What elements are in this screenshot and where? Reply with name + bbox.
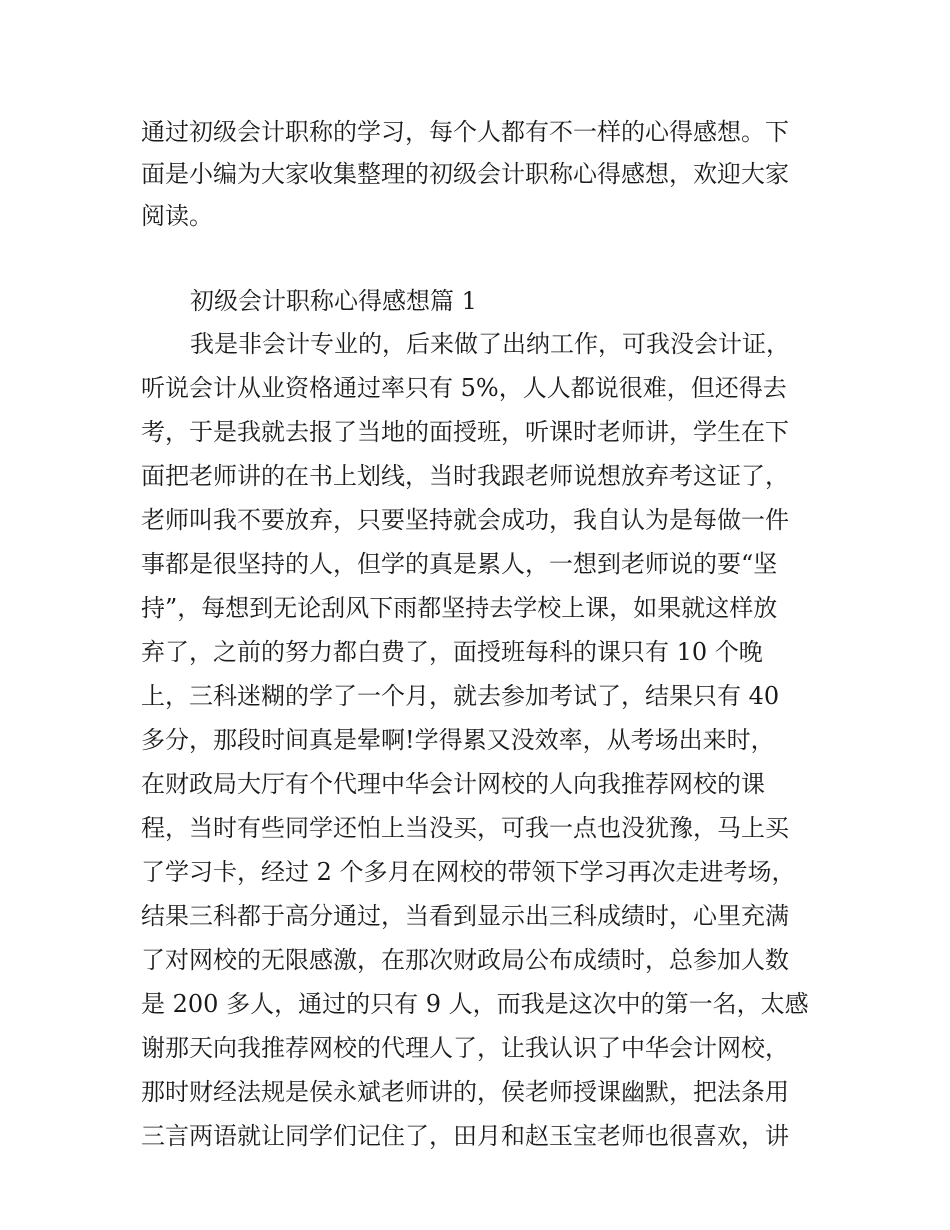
body-line: 弃了，之前的努力都白费了，面授班每科的课只有 10 个晚	[141, 638, 763, 666]
section-title: 初级会计职称心得感想篇 1	[190, 287, 477, 315]
intro-line: 面是小编为大家收集整理的初级会计职称心得感想，欢迎大家	[141, 160, 789, 188]
body-paragraph	[141, 322, 821, 1158]
body-line: 听说会计从业资格通过率只有 5%，人人都说很难，但还得去	[141, 374, 787, 402]
body-line: 事都是很坚持的人，但学的真是累人，一想到老师说的要“坚	[141, 550, 778, 578]
body-line: 上，三科迷糊的学了一个月，就去参加考试了，结果只有 40	[141, 682, 780, 710]
body-line: 三言两语就让同学们记住了，田月和赵玉宝老师也很喜欢，讲	[141, 1122, 789, 1150]
body-line: 多分，那段时间真是晕啊!学得累又没效率，从考场出来时，	[141, 726, 775, 754]
body-line: 在财政局大厅有个代理中华会计网校的人向我推荐网校的课	[141, 770, 765, 798]
body-line: 了对网校的无限感激，在那次财政局公布成绩时，总参加人数	[141, 946, 789, 974]
body-line: 是 200 多人，通过的只有 9 人，而我是这次中的第一名，太感	[141, 990, 809, 1018]
intro-line: 通过初级会计职称的学习，每个人都有不一样的心得感想。下	[141, 118, 789, 146]
body-line: 程，当时有些同学还怕上当没买，可我一点也没犹豫，马上买	[141, 814, 789, 842]
body-line: 考，于是我就去报了当地的面授班，听课时老师讲，学生在下	[141, 418, 789, 446]
body-line: 谢那天向我推荐网校的代理人了，让我认识了中华会计网校，	[141, 1034, 789, 1062]
body-line: 结果三科都于高分通过，当看到显示出三科成绩时，心里充满	[141, 902, 789, 930]
body-line: 那时财经法规是侯永斌老师讲的，侯老师授课幽默，把法条用	[141, 1078, 789, 1106]
body-line: 我是非会计专业的，后来做了出纳工作，可我没会计证，	[190, 330, 790, 358]
body-line: 了学习卡，经过 2 个多月在网校的带领下学习再次走进考场，	[141, 858, 796, 886]
intro-paragraph	[141, 111, 821, 237]
body-line: 老师叫我不要放弃，只要坚持就会成功，我自认为是每做一件	[141, 506, 789, 534]
intro-line: 阅读。	[141, 202, 213, 230]
body-line: 面把老师讲的在书上划线，当时我跟老师说想放弃考这证了，	[141, 462, 789, 490]
body-line: 持”，每想到无论刮风下雨都坚持去学校上课，如果就这样放	[141, 594, 778, 622]
